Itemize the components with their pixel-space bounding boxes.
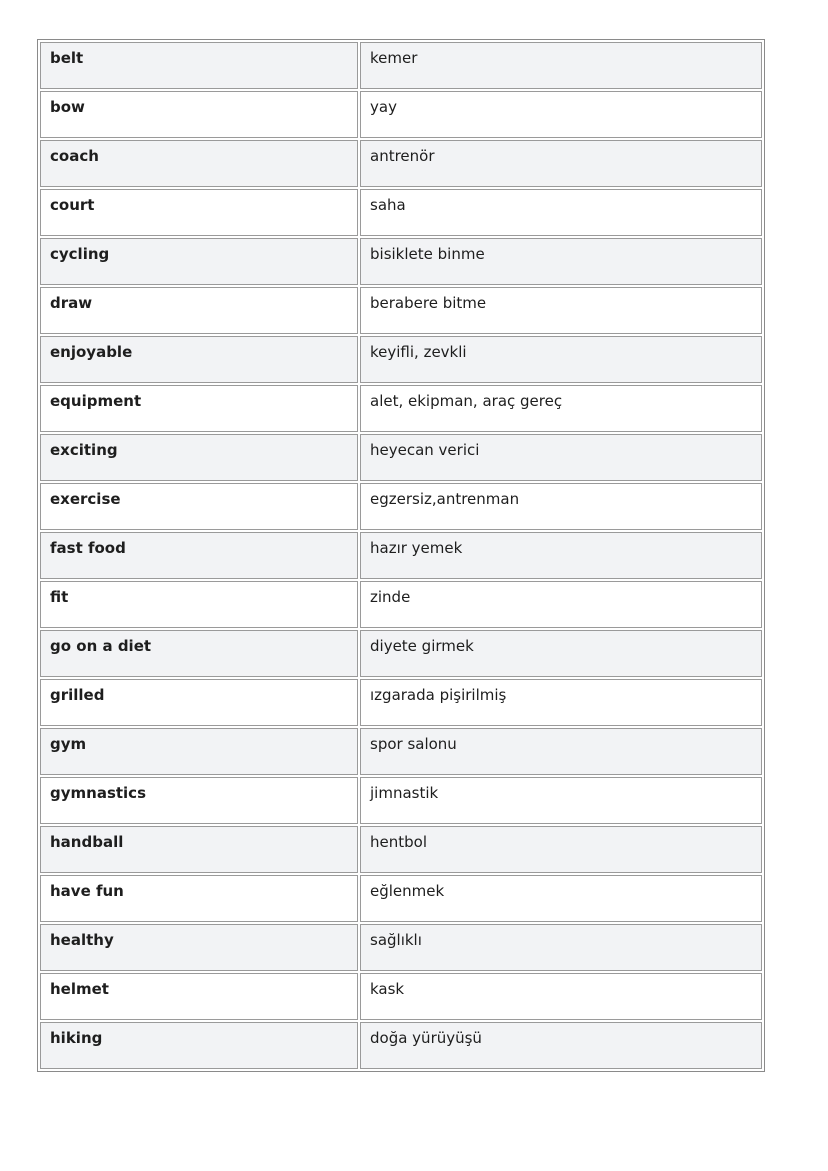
turkish-meaning-cell: egzersiz,antrenman bbox=[360, 483, 762, 530]
turkish-meaning-cell: jimnastik bbox=[360, 777, 762, 824]
english-term-cell: gymnastics bbox=[40, 777, 358, 824]
table-row bbox=[40, 336, 762, 383]
table-row bbox=[40, 973, 762, 1020]
english-term-cell: draw bbox=[40, 287, 358, 334]
english-term-cell: coach bbox=[40, 140, 358, 187]
english-term-cell: equipment bbox=[40, 385, 358, 432]
vocabulary-table bbox=[37, 39, 765, 1072]
turkish-meaning-cell: antrenör bbox=[360, 140, 762, 187]
table-row bbox=[40, 483, 762, 530]
table-row bbox=[40, 1022, 762, 1069]
english-term-cell: have fun bbox=[40, 875, 358, 922]
vocabulary-table-body bbox=[40, 42, 762, 1069]
turkish-meaning-cell: alet, ekipman, araç gereç bbox=[360, 385, 762, 432]
table-row bbox=[40, 875, 762, 922]
table-row bbox=[40, 581, 762, 628]
turkish-meaning-cell: ızgarada pişirilmiş bbox=[360, 679, 762, 726]
table-row bbox=[40, 679, 762, 726]
turkish-meaning-cell: hentbol bbox=[360, 826, 762, 873]
table-row bbox=[40, 630, 762, 677]
english-term-cell: healthy bbox=[40, 924, 358, 971]
english-term-cell: handball bbox=[40, 826, 358, 873]
english-term-cell: bow bbox=[40, 91, 358, 138]
turkish-meaning-cell: keyifli, zevkli bbox=[360, 336, 762, 383]
table-row bbox=[40, 777, 762, 824]
table-row bbox=[40, 42, 762, 89]
table-row bbox=[40, 91, 762, 138]
english-term-cell: exercise bbox=[40, 483, 358, 530]
english-term-cell: exciting bbox=[40, 434, 358, 481]
table-row bbox=[40, 385, 762, 432]
english-term-cell: fit bbox=[40, 581, 358, 628]
turkish-meaning-cell: bisiklete binme bbox=[360, 238, 762, 285]
turkish-meaning-cell: hazır yemek bbox=[360, 532, 762, 579]
english-term-cell: grilled bbox=[40, 679, 358, 726]
turkish-meaning-cell: eğlenmek bbox=[360, 875, 762, 922]
english-term-cell: cycling bbox=[40, 238, 358, 285]
english-term-cell: go on a diet bbox=[40, 630, 358, 677]
turkish-meaning-cell: kemer bbox=[360, 42, 762, 89]
english-term-cell: belt bbox=[40, 42, 358, 89]
english-term-cell: fast food bbox=[40, 532, 358, 579]
turkish-meaning-cell: diyete girmek bbox=[360, 630, 762, 677]
turkish-meaning-cell: sağlıklı bbox=[360, 924, 762, 971]
table-row bbox=[40, 924, 762, 971]
turkish-meaning-cell: doğa yürüyüşü bbox=[360, 1022, 762, 1069]
english-term-cell: court bbox=[40, 189, 358, 236]
table-row bbox=[40, 532, 762, 579]
turkish-meaning-cell: berabere bitme bbox=[360, 287, 762, 334]
turkish-meaning-cell: saha bbox=[360, 189, 762, 236]
table-row bbox=[40, 287, 762, 334]
table-row bbox=[40, 140, 762, 187]
turkish-meaning-cell: kask bbox=[360, 973, 762, 1020]
table-row bbox=[40, 826, 762, 873]
table-row bbox=[40, 728, 762, 775]
turkish-meaning-cell: yay bbox=[360, 91, 762, 138]
turkish-meaning-cell: spor salonu bbox=[360, 728, 762, 775]
english-term-cell: helmet bbox=[40, 973, 358, 1020]
turkish-meaning-cell: zinde bbox=[360, 581, 762, 628]
english-term-cell: hiking bbox=[40, 1022, 358, 1069]
table-row bbox=[40, 238, 762, 285]
turkish-meaning-cell: heyecan verici bbox=[360, 434, 762, 481]
table-row bbox=[40, 189, 762, 236]
table-row bbox=[40, 434, 762, 481]
english-term-cell: gym bbox=[40, 728, 358, 775]
english-term-cell: enjoyable bbox=[40, 336, 358, 383]
